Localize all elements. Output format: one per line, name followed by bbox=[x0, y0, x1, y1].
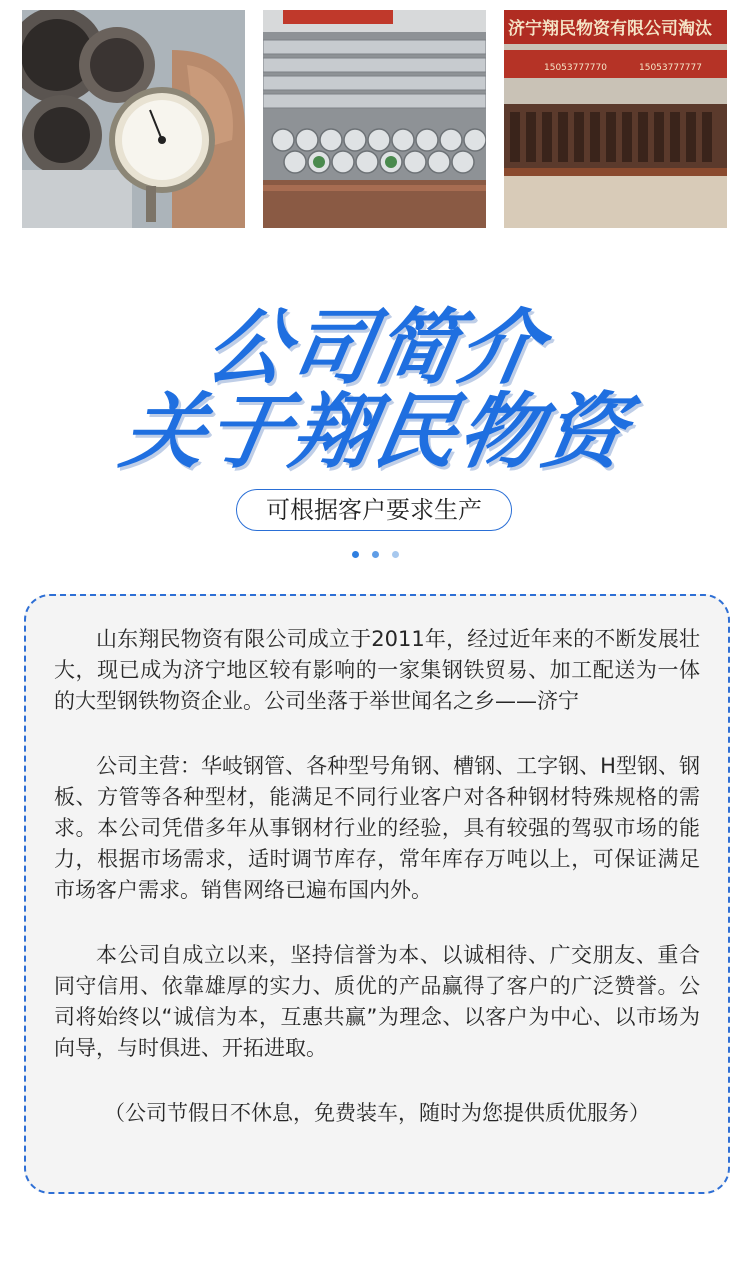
company-intro-paragraph: 山东翔民物资有限公司成立于2011年，经过近年来的不断发展壮大，现已成为济宁地区较有影响的一家集钢铁贸易、加工配送为一体的大型钢铁物资企业。公司坐落于举世闻名之乡——济宁 bbox=[54, 627, 700, 713]
decorative-dots bbox=[352, 551, 402, 559]
main-business-paragraph: 公司主营：华岐钢管、各种型号角钢、槽钢、工字钢、H型钢、钢板、方管等各种型材，能满足不同行业客户对各种钢材特殊规格的需求。本公司凭借多年从事钢材行业的经验，具有较强的驾驭市场的能力，根据市场需求，适时调节库存，常年库存万吨以上，可保证满足市场客户需求。销售网络已遍布国内外。 bbox=[54, 754, 700, 902]
company-values-paragraph: 本公司自成立以来，坚持信誉为本、以诚相待、广交朋友、重合同守信用、依靠雄厚的实力、质优的产品赢得了客户的广泛赞誉。公司将始终以“诚信为本，互惠共赢”为理念、以客户为中心、以市场为向导，与时俱进、开拓进取。 bbox=[54, 943, 700, 1060]
custom-production-badge: 可根据客户要求生产 bbox=[236, 489, 512, 531]
warehouse-sign-phone-1: 15053777770 bbox=[544, 63, 607, 73]
dot-icon bbox=[372, 551, 379, 558]
pipe-stack-illustration bbox=[263, 10, 486, 228]
dot-icon bbox=[392, 551, 399, 558]
warehouse-sign-text: 济宁翔民物资有限公司淘汰 bbox=[508, 19, 712, 39]
warehouse-yard-photo bbox=[504, 10, 727, 228]
warehouse-sign-phone-2: 15053777777 bbox=[639, 63, 702, 73]
pipe-thickness-gauge-photo bbox=[22, 10, 245, 228]
service-note: （公司节假日不休息，免费装车，随时为您提供质优服务） bbox=[104, 1101, 650, 1125]
warehouse-yard-illustration bbox=[504, 10, 727, 228]
page-title: 公司简介 bbox=[198, 301, 552, 396]
galvanized-pipe-stack-photo bbox=[263, 10, 486, 228]
dot-icon bbox=[352, 551, 359, 558]
pipe-gauge-illustration bbox=[22, 10, 245, 228]
company-description-card bbox=[24, 594, 730, 1194]
photo-strip bbox=[22, 10, 727, 228]
page-subtitle-heading: 关于翔民物资 bbox=[114, 385, 636, 480]
